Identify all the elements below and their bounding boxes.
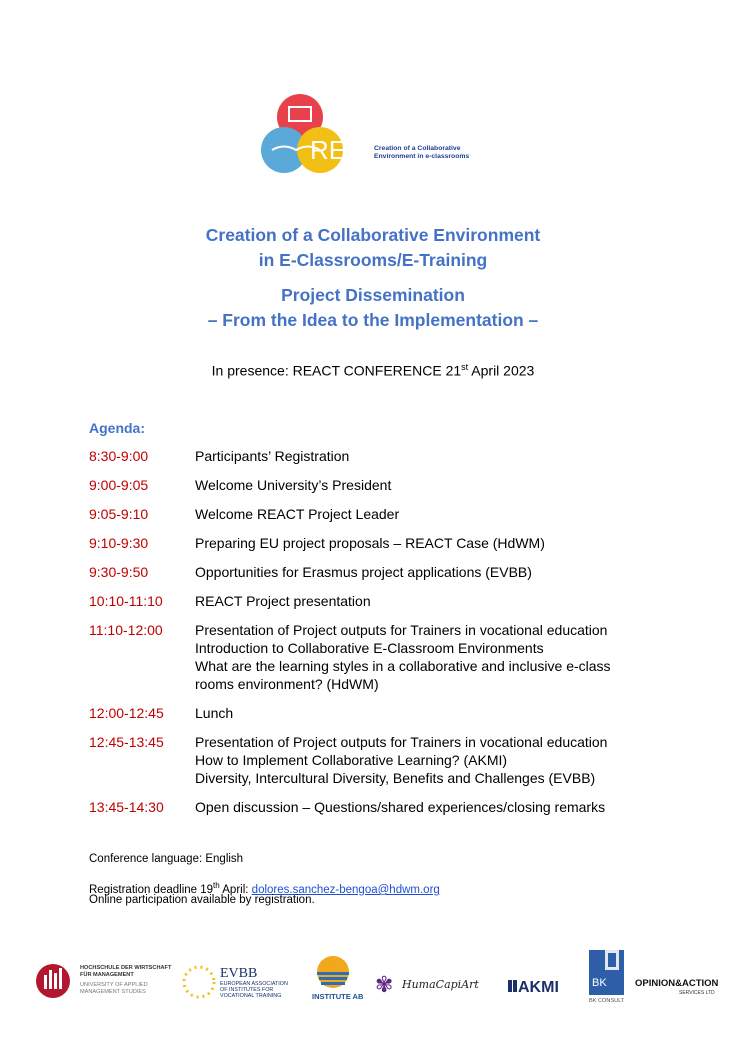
react-logo [260,92,500,178]
agenda-row [89,476,729,494]
opinion-action-sub: SERVICES LTD [679,990,715,996]
agenda-line: Diversity, Intercultural Diversity, Benefits and Challenges (EVBB) [195,770,596,786]
institute-ab-logo [312,956,364,1001]
logo-tagline-2: Environment in e-classrooms [374,153,470,160]
agenda-time: 11:10-12:00 [89,622,163,638]
agenda-desc [195,534,729,552]
title-line-4: – From the Idea to the Implementation – [207,310,539,330]
subtitle-prefix: In presence: REACT CONFERENCE 21 [211,362,462,379]
agenda-row [89,505,729,523]
agenda-desc [195,621,729,693]
agenda-desc [195,704,729,722]
agenda-row [89,592,729,610]
agenda-desc [195,563,729,581]
flower-icon: ✾ [375,973,394,998]
agenda-line: Introduction to Collaborative E-Classroom Environments [195,640,544,656]
hdwm-text-4: MANAGEMENT STUDIES [80,989,146,995]
agenda-heading: Agenda: [89,420,145,436]
subtitle-suffix: April 2023 [468,362,535,379]
evbb-logo [184,966,288,999]
agenda-time: 12:45-13:45 [89,734,164,750]
logo-tagline-1: Creation of a Collaborative [374,145,461,152]
agenda-time: 9:05-9:10 [89,506,149,522]
bk-consult-text: BK CONSULT [589,998,625,1004]
agenda-line: Presentation of Project outputs for Trainers in vocational education [195,622,608,638]
hdwm-text-1: HOCHSCHULE DER WIRTSCHAFT [80,965,172,971]
subtitle-sup: st [461,362,469,372]
hdwm-text-3: UNIVERSITY OF APPLIED [80,982,148,988]
title-line-3: Project Dissemination [281,285,465,305]
opinion-action-text: OPINION&ACTION [635,978,719,989]
agenda-list [89,447,729,827]
akmi-text: AKMI [518,979,559,996]
agenda-desc [195,733,729,787]
agenda-line: Participants’ Registration [195,448,350,464]
partner-logos [34,948,724,1004]
deadline-prefix: Registration deadline 19 [89,883,214,896]
institute-ab-text: INSTITUTE AB [312,992,364,1001]
evbb-text-3: VOCATIONAL TRAINING [220,993,282,999]
agenda-line: Preparing EU project proposals – REACT Case (HdWM) [195,535,545,551]
agenda-time: 9:30-9:50 [89,564,149,580]
agenda-desc [195,476,729,494]
title-line-1: Creation of a Collaborative Environment [205,225,541,245]
agenda-line: Welcome University’s President [195,477,392,493]
agenda-time: 9:00-9:05 [89,477,149,493]
agenda-line: Open discussion – Questions/shared experiences/closing remarks [195,799,606,815]
agenda-time: 9:10-9:30 [89,535,149,551]
hdwm-logo [36,964,172,998]
registration-email-link[interactable]: dolores.sanchez-bengoa@hdwm.org [251,883,440,896]
agenda-row [89,798,729,816]
humacapiart-text: HumaCapiArt [402,978,479,991]
agenda-time: 10:10-11:10 [89,593,163,609]
agenda-row [89,733,729,787]
bk-text: BK [592,977,607,989]
agenda-row [89,447,729,465]
agenda-line: Opportunities for Erasmus project applications (EVBB) [195,564,532,580]
logo-word: REact [310,135,381,165]
agenda-line: Welcome REACT Project Leader [195,506,400,522]
deadline-sup: th [213,881,220,890]
evbb-text-2: OF INSTITUTES FOR [220,987,274,993]
agenda-line: How to Implement Collaborative Learning? (AKMI) [195,752,508,768]
evbb-text-1: EUROPEAN ASSOCIATION [220,981,288,987]
agenda-line: rooms environment? (HdWM) [195,676,379,692]
conference-language: Conference language: English [89,853,244,865]
agenda-desc [195,505,729,523]
agenda-desc [195,592,729,610]
agenda-row [89,563,729,581]
agenda-desc [195,447,729,465]
akmi-logo [508,979,559,996]
online-participation: Online participation available by registration. [89,894,315,906]
agenda-time: 8:30-9:00 [89,448,149,464]
humacapiart-logo [375,973,479,998]
deadline-suffix: April: [219,883,252,896]
agenda-time: 13:45-14:30 [89,799,164,815]
agenda-line: What are the learning styles in a collaborative and inclusive e-class [195,658,611,674]
agenda-line: Presentation of Project outputs for Trainers in vocational education [195,734,608,750]
title-line-2: in E-Classrooms/E-Training [258,250,488,270]
agenda-time: 12:00-12:45 [89,705,164,721]
agenda-row [89,704,729,722]
bk-consult-logo [589,950,625,1004]
agenda-row [89,534,729,552]
agenda-row [89,621,729,693]
agenda-line: Lunch [195,705,234,721]
conference-subtitle [0,362,746,379]
opinion-action-logo [635,978,719,996]
hdwm-text-2: FÜR MANAGEMENT [80,972,134,978]
evbb-name: EVBB [220,966,258,981]
agenda-line: REACT Project presentation [195,593,371,609]
agenda-desc [195,798,729,816]
